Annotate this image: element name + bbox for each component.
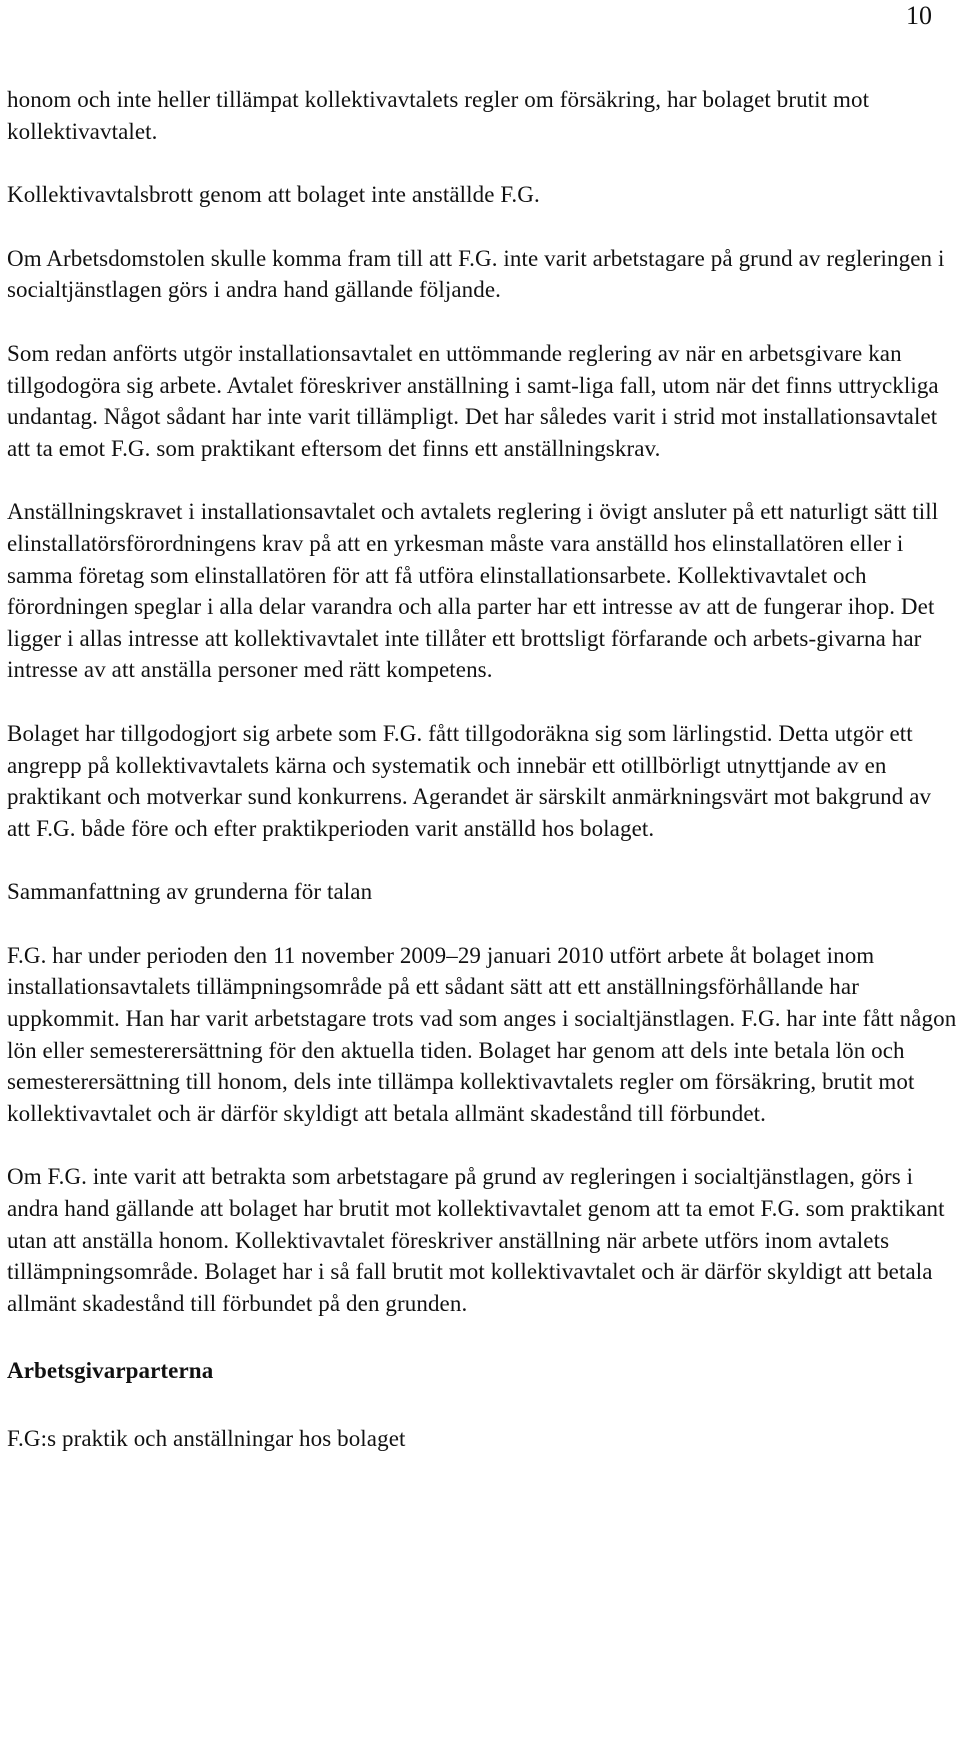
paragraph-7: F.G. har under perioden den 11 november 2009–29 januari 2010 utfört arbete åt bolaget inom installationsavtalets tillämpningsområde på ett sådant sätt att ett anställningsförhållande har uppkommit. Han har varit arbetstagare trots vad som anges i socialtjänstlagen. F.G. har inte fått någon lön eller semesterersättning för den aktuella tiden. Bolaget har genom att dels inte betala lön och semesterersättning till honom, dels inte tillämpa kollektivavtalets regler om försäkring, brutit mot kollektivavtalet och är därför skyldigt att betala allmänt skadestånd till förbundet. <box>7 942 957 1126</box>
paragraph-2: Kollektivavtalsbrott genom att bolaget inte anställde F.G. <box>7 182 540 208</box>
paragraph-4: Som redan anförts utgör installationsavtalet en uttömmande reglering av när en arbetsgivare kan tillgodogöra sig arbete. Avtalet föreskriver anställning i samt-liga fall, utom när det finns uttryckliga undantag. Något sådant har inte varit tillämpligt. Det har således varit i strid mot installationsavtalet att ta emot F.G. som praktikant eftersom det finns ett anställningskrav. <box>7 340 939 461</box>
paragraph-8: Om F.G. inte varit att betrakta som arbetstagare på grund av regleringen i socialtjänstlagen, görs i andra hand gällande att bolaget har brutit mot kollektivavtalet genom att ta emot F.G. som praktikant utan att anställa honom. Kollektivavtalet föreskriver anställning när arbete utförs inom avtalets tillämpningsområde. Bolaget har i så fall brutit mot kollektivavtalet och är därför skyldigt att betala allmänt skadestånd till förbundet på den grunden. <box>7 1164 945 1316</box>
paragraph-1: honom och inte heller tillämpat kollektivavtalets regler om försäkring, har bolaget brutit mot kollektivavtalet. <box>7 87 870 144</box>
section-heading-summary: Sammanfattning av grunderna för talan <box>7 879 373 905</box>
page-number: 10 <box>906 1 932 30</box>
paragraph-5: Anställningskravet i installationsavtalet och avtalets reglering i övigt ansluter på ett naturligt sätt till elinstallatörsförordningens krav på att en yrkesman måste vara anställd hos elinstallatören eller i samma företag som elinstallatören för att få utföra elinstallationsarbete. Kollektivavtalet och förordningen speglar i alla delar varandra och alla parter har ett intresse av att de fungerar ihop. Det ligger i allas intresse att kollektivavtalet inte tillåter ett brottsligt förfarande och arbets-givarna har intresse av att anställa personer med rätt kompetens. <box>7 499 939 683</box>
paragraph-3: Om Arbetsdomstolen skulle komma fram till att F.G. inte varit arbetstagare på grund av regleringen i socialtjänstlagen görs i andra hand gällande följande. <box>7 245 945 303</box>
subheading-internship: F.G:s praktik och anställningar hos bolaget <box>7 1426 406 1451</box>
document-body <box>7 84 957 1455</box>
paragraph-6: Bolaget har tillgodogjort sig arbete som F.G. fått tillgodoräkna sig som lärlingstid. Detta utgör ett angrepp på kollektivavtalets kärna och systematik och innebär ett otillbörligt utnyttjande av en praktikant och motverkar sund konkurrens. Agerandet är särskilt anmärkningsvärt mot bakgrund av att F.G. både före och efter praktikperioden varit anställd hos bolaget. <box>7 720 932 841</box>
section-heading-employers: Arbetsgivarparterna <box>7 1358 214 1384</box>
